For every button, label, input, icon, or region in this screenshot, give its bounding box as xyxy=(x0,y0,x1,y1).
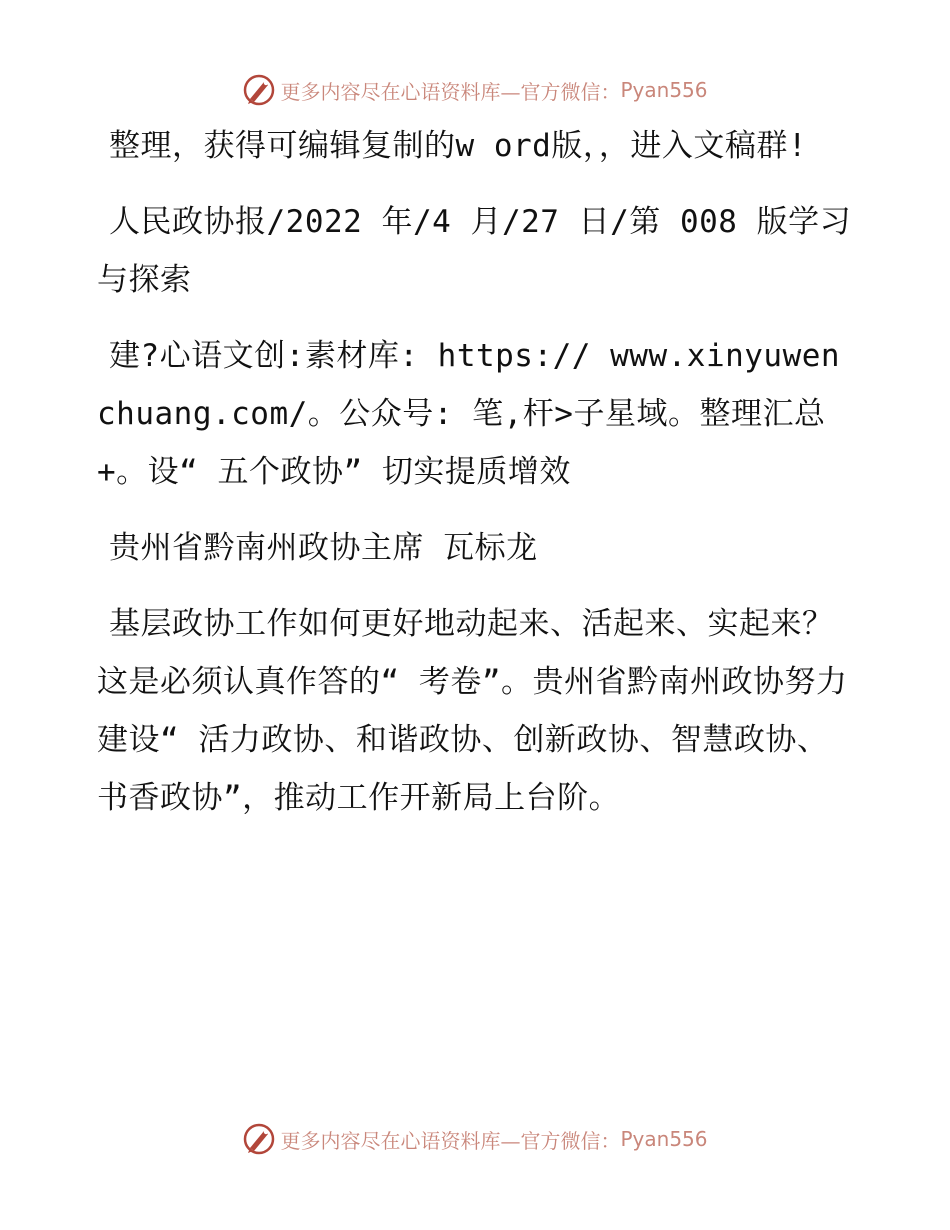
footer-banner-text: 更多内容尽在心语资料库—官方微信： xyxy=(280,1128,621,1153)
paragraph-author: 贵州省黔南州政协主席 瓦标龙 xyxy=(109,530,538,566)
paragraph-intro: 整理，获得可编辑复制的w ord版，，进入文稿群! xyxy=(109,128,807,164)
pen-logo-icon xyxy=(242,73,276,107)
pen-logo-icon xyxy=(242,1122,276,1156)
footer-wechat-id: Pyan556 xyxy=(620,1127,708,1151)
footer-banner xyxy=(0,1119,950,1159)
paragraph-title: 建?心语文创:素材库: https:// www.xinyuwenchuang.com/。公众号: 笔,杆>子星域。整理汇总+。设“ 五个政协” 切实提质增效 xyxy=(97,338,841,490)
header-banner xyxy=(0,70,950,110)
paragraph-body: 基层政协工作如何更好地动起来、活起来、实起来？这是必须认真作答的“ 考卷”。贵州省黔南州政协努力建设“ 活力政协、和谐政协、创新政协、智慧政协、书香政协”，推动工作开新局上台阶。 xyxy=(97,606,848,816)
header-wechat-id: Pyan556 xyxy=(620,78,708,102)
paragraph-source: 人民政协报/2022 年/4 月/27 日/第 008 版学习与探索 xyxy=(97,204,852,298)
document-body xyxy=(97,117,857,845)
header-banner-text: 更多内容尽在心语资料库—官方微信： xyxy=(280,79,621,104)
